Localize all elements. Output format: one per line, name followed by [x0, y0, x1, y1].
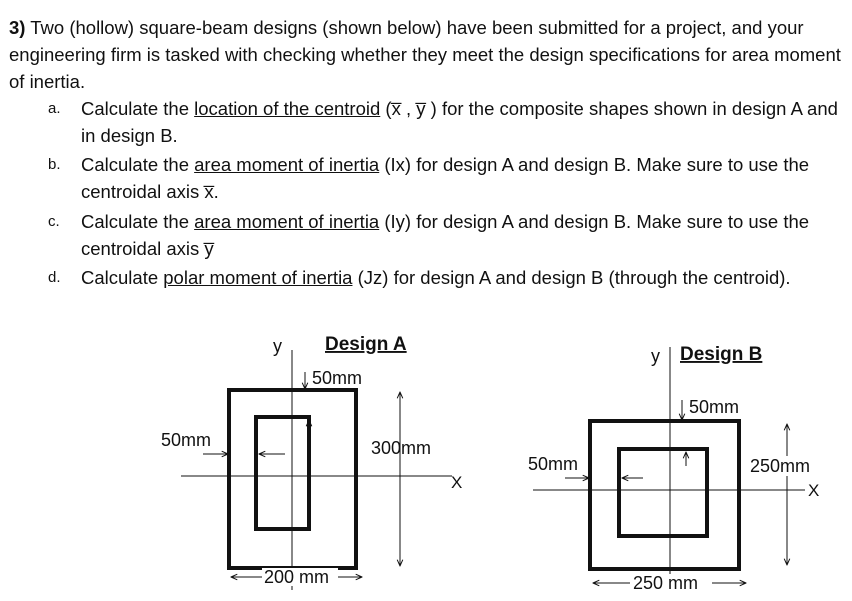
problem-number: 3): [9, 17, 26, 38]
design-title: Design B: [680, 344, 763, 365]
part-term: location of the centroid: [194, 98, 381, 119]
top-thickness-label: 50mm: [689, 397, 740, 417]
part-label: a.: [48, 100, 61, 117]
height-dimension-label: 250mm: [750, 456, 811, 476]
part-term: area moment of inertia: [194, 211, 380, 232]
part-label: b.: [48, 156, 61, 173]
x-axis-label: X: [451, 473, 463, 492]
width-dimension-label: 250 mm: [633, 573, 699, 593]
y-axis-label: y: [651, 346, 660, 366]
design-title: Design A: [325, 334, 407, 355]
problem-intro: Two (hollow) square-beam designs (shown below) have been submitted for a project, and your engineering firm is tasked with checking whether they meet the design specifications for area moment of inertia.: [9, 17, 841, 92]
left-thickness-label: 50mm: [528, 454, 579, 474]
y-axis-label: y: [273, 336, 282, 356]
top-thickness-label: 50mm: [312, 368, 363, 388]
width-dimension-label: 200 mm: [264, 567, 330, 587]
part-label: d.: [48, 269, 61, 286]
x-axis-label: X: [808, 481, 820, 500]
left-thickness-label: 50mm: [161, 430, 212, 450]
part-term: area moment of inertia: [194, 154, 380, 175]
part-label: c.: [48, 213, 60, 230]
height-dimension-label: 300mm: [371, 438, 432, 458]
outer-square: [590, 421, 739, 569]
design-a: [161, 334, 462, 590]
inner-square: [256, 417, 309, 529]
part-term: polar moment of inertia: [163, 267, 353, 288]
inner-square: [619, 449, 707, 536]
design-b: [528, 344, 830, 593]
